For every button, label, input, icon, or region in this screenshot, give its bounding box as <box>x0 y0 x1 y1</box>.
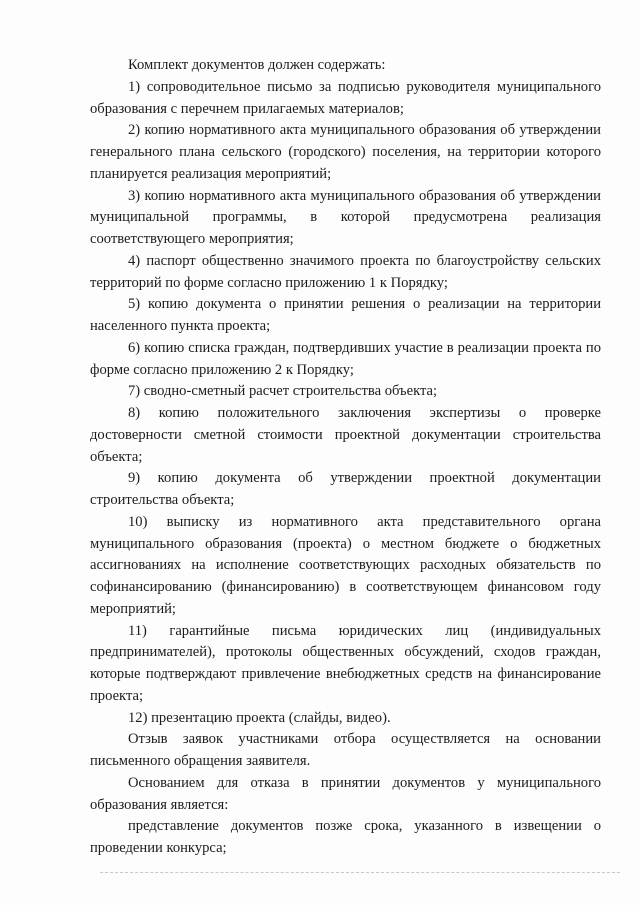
list-item-12: 12) презентацию проекта (слайды, видео). <box>128 709 391 726</box>
list-item-8: 8) копию положительного заключения экспертизы о проверке достоверности сметной стоимости проектной документации строительства объекта; <box>90 405 601 465</box>
list-item-6: 6) копию списка граждан, подтвердивших участие в реализации проекта по форме согласно приложению 2 к Порядку; <box>90 339 601 378</box>
document-body <box>90 55 601 860</box>
paragraph-intro: Комплект документов должен содержать: <box>128 57 386 73</box>
list-item-5: 5) копию документа о принятии решения о реализации на территории населенного пункта проекта; <box>90 296 601 334</box>
list-item-3: 3) копию нормативного акта муниципального образования об утверждении муниципальной программы, в которой предусмотрена реализация соответствующего мероприятия; <box>90 187 601 247</box>
list-item-9: 9) копию документа об утверждении проектной документации строительства объекта; <box>90 470 601 508</box>
list-item-4: 4) паспорт общественно значимого проекта по благоустройству сельских территорий по форме согласно приложению 1 к Порядку; <box>90 252 601 291</box>
paragraph-refusal-grounds: Основанием для отказа в принятии документов у муниципального образования является: <box>90 774 601 813</box>
scan-edge-line <box>100 872 620 873</box>
paragraph-late-submission: представление документов позже срока, указанного в извещении о проведении конкурса; <box>90 818 601 856</box>
paragraph-withdrawal: Отзыв заявок участниками отбора осуществляется на основании письменного обращения заявителя. <box>90 731 601 769</box>
list-item-2: 2) копию нормативного акта муниципального образования об утверждении генерального плана сельского (городского) поселения, на территории которого планируется реализация мероприятий; <box>90 122 601 182</box>
list-item-10: 10) выписку из нормативного акта представительного органа муниципального образования (проекта) о местном бюджете о бюджетных ассигнованиях на исполнение соответствующих расходных обязательств по софинансированию (финансированию) в соответствующем финансовом году мероприятий; <box>90 513 601 617</box>
list-item-7: 7) сводно-сметный расчет строительства объекта; <box>128 383 438 400</box>
list-item-11: 11) гарантийные письма юридических лиц (индивидуальных предпринимателей), протоколы общественных обсуждений, сходов граждан, которые подтверждают привлечение внебюджетных средств на финансирование проекта; <box>90 622 601 704</box>
list-item-1: 1) сопроводительное письмо за подписью руководителя муниципального образования с перечнем прилагаемых материалов; <box>90 78 601 117</box>
